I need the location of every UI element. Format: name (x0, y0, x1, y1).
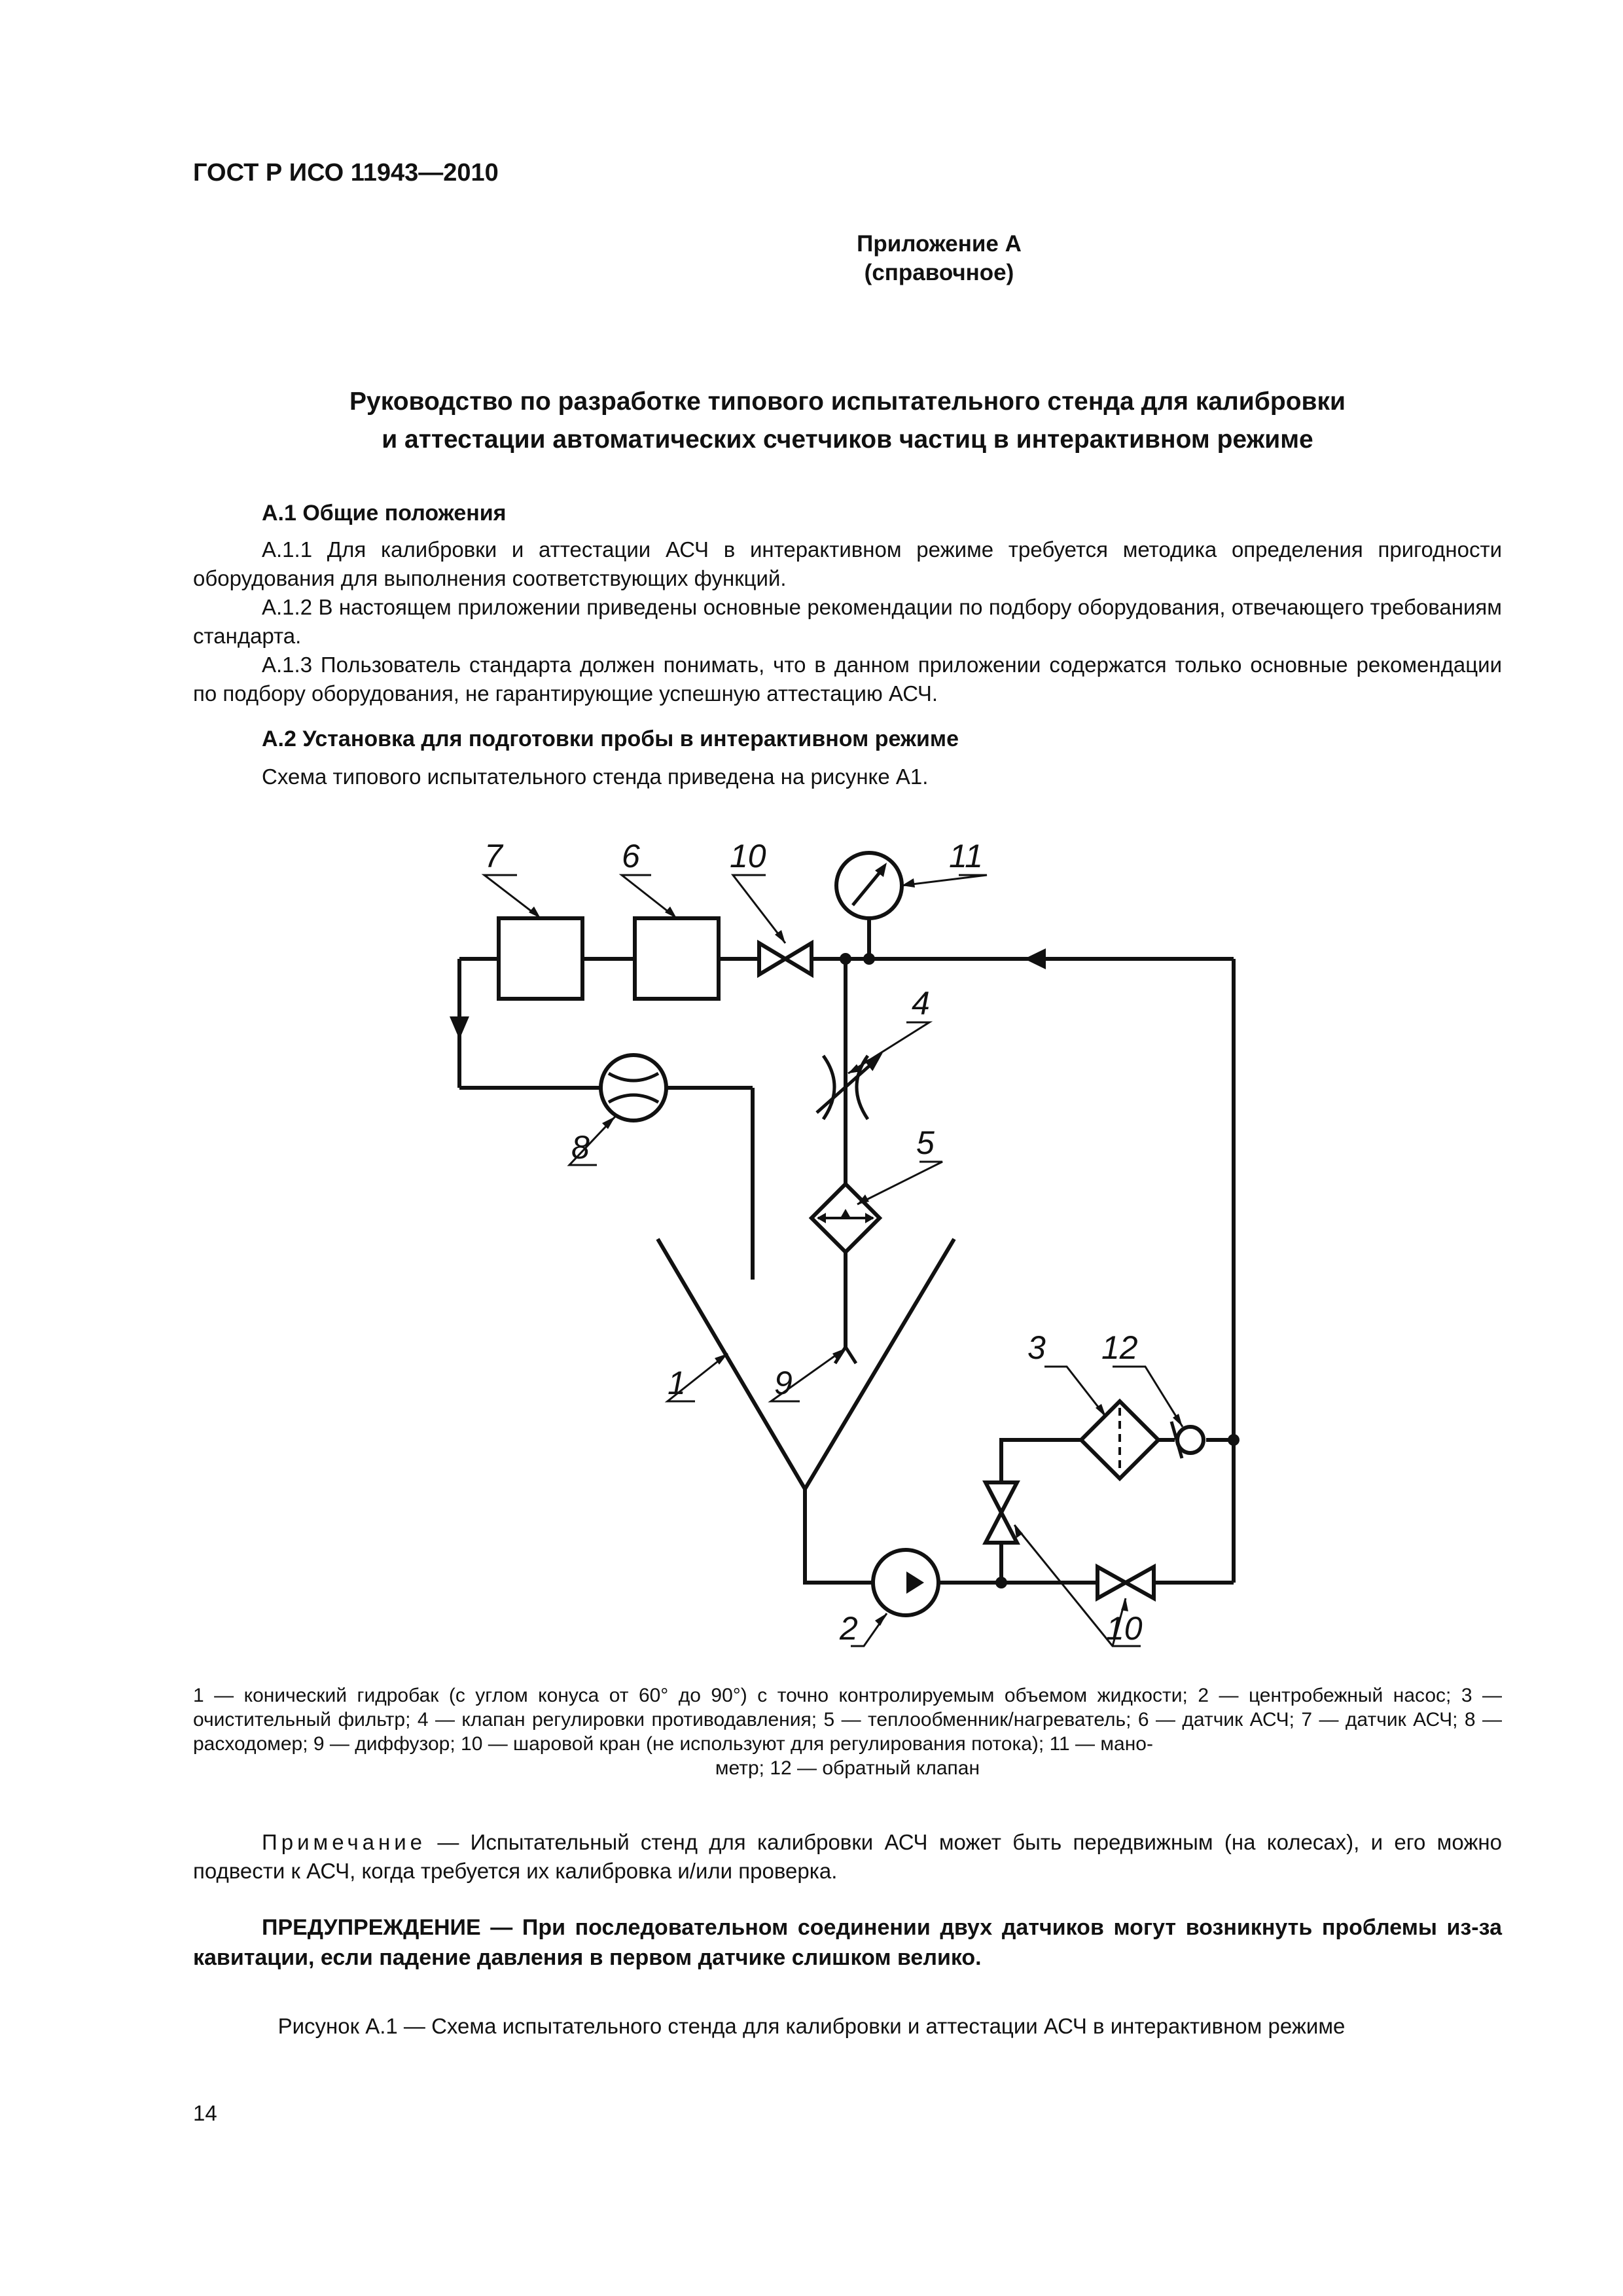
document-header: ГОСТ Р ИСО 11943—2010 (193, 159, 499, 187)
label-6: 6 (622, 838, 640, 874)
filter-icon (1081, 1401, 1158, 1479)
section-a2-text: Схема типового испытательного стенда приведена на рисунке А1. (262, 764, 929, 789)
pipe-tank-outlet (805, 1489, 872, 1583)
junction-dot (1228, 1434, 1240, 1446)
flowmeter-icon (601, 1055, 666, 1121)
warning-text: ПРЕДУПРЕЖДЕНИЕ — При последовательном соединении двух датчиков могут возникнуть проблемы из-за кавитации, если падение давления в первом датчике слишком велико. (193, 1915, 1502, 1970)
figure-legend (193, 1683, 1502, 1780)
junction-dot (863, 953, 875, 965)
backpressure-valve-icon (817, 1056, 879, 1119)
note-label: Примечание (262, 1830, 427, 1854)
label-7: 7 (484, 838, 503, 874)
ball-valve-top-icon (759, 943, 812, 975)
label-1: 1 (668, 1365, 686, 1401)
section-a2-heading: А.2 Установка для подготовки пробы в интерактивном режиме (262, 726, 959, 751)
sensor-7-icon (499, 918, 582, 999)
leader-arrow (875, 1613, 887, 1626)
flow-arrow-icon (1024, 948, 1046, 969)
ball-valve-bottom-icon (1097, 1567, 1154, 1598)
page-number: 14 (193, 2101, 217, 2125)
heat-exchanger-icon (812, 1184, 880, 1252)
label-4: 4 (912, 985, 930, 1022)
label-2: 2 (840, 1610, 858, 1647)
flow-arrow-icon (450, 1016, 469, 1039)
title-line-1: Руководство по разработке типового испытательного стенда для калибровки (349, 387, 1346, 416)
pressure-gauge-icon (836, 853, 902, 918)
conical-tank (658, 1239, 954, 1489)
paragraph-a1-2: А.1.2 В настоящем приложении приведены основные рекомендации по подбору оборудования, отвечающего требованиям стандарта. (193, 595, 1502, 648)
title-line-2: и аттестации автоматических счетчиков частиц в интерактивном режиме (382, 425, 1313, 454)
pipe-bypass-upper (1001, 1440, 1081, 1482)
label-11: 11 (949, 838, 983, 874)
junction-dot (840, 953, 851, 965)
check-valve-icon (1171, 1417, 1204, 1463)
sensor-6-icon (635, 918, 719, 999)
warning (193, 1912, 1502, 1973)
figure-caption: Рисунок А.1 — Схема испытательного стенда для калибровки и аттестации АСЧ в интерактивном режиме (277, 2014, 1346, 2038)
label-9: 9 (774, 1365, 793, 1401)
label-12: 12 (1101, 1329, 1138, 1366)
label-3: 3 (1027, 1329, 1046, 1366)
leader-line (848, 1022, 929, 1073)
label-5: 5 (916, 1124, 935, 1161)
label-8: 8 (571, 1129, 590, 1166)
label-10-bottom: 10 (1106, 1610, 1143, 1647)
paragraph-a1-1: А.1.1 Для калибровки и аттестации АСЧ в интерактивном режиме требуется методика определения пригодности оборудования для выполнения соответствующих функций. (193, 537, 1502, 590)
leader-line (1044, 1367, 1106, 1417)
section-a1-heading: А.1 Общие положения (262, 501, 507, 526)
paragraph-a1-3: А.1.3 Пользователь стандарта должен понимать, что в данном приложении содержатся только основные рекомендации по подбору оборудования, не гарантирующие успешную аттестацию АСЧ. (193, 653, 1502, 706)
note-text: — Испытательный стенд для калибровки АСЧ может быть передвижным (на колесах), и его можно подвести к АСЧ, когда требуется их калибровка и/или проверка. (193, 1830, 1502, 1883)
ball-valve-bypass-icon (986, 1482, 1017, 1543)
leader-arrow (1173, 1414, 1183, 1427)
legend-text-last: метр; 12 — обратный клапан (715, 1757, 980, 1779)
note (193, 1828, 1502, 1886)
pump-icon (873, 1550, 938, 1615)
appendix-label: Приложение А (857, 231, 1022, 257)
leader-line (857, 1162, 942, 1204)
leader-line (902, 875, 987, 886)
legend-text: 1 — конический гидробак (с углом конуса от 60° до 90°) с точно контролируемым объемом жидкости; 2 — центробежный насос; 3 — очистительный фильтр; 4 — клапан регулировки противодавления; 5 — теплообменник/нагреватель; 6 — датчик АСЧ; 7 — датчик АСЧ; 8 — расходомер; 9 — диффузор; 10 — шаровой кран (не используют для регулирования потока); 11 — мано- (193, 1685, 1502, 1755)
appendix-kind: (справочное) (864, 260, 1014, 285)
label-10-top: 10 (730, 838, 766, 874)
junction-dot (995, 1577, 1007, 1588)
